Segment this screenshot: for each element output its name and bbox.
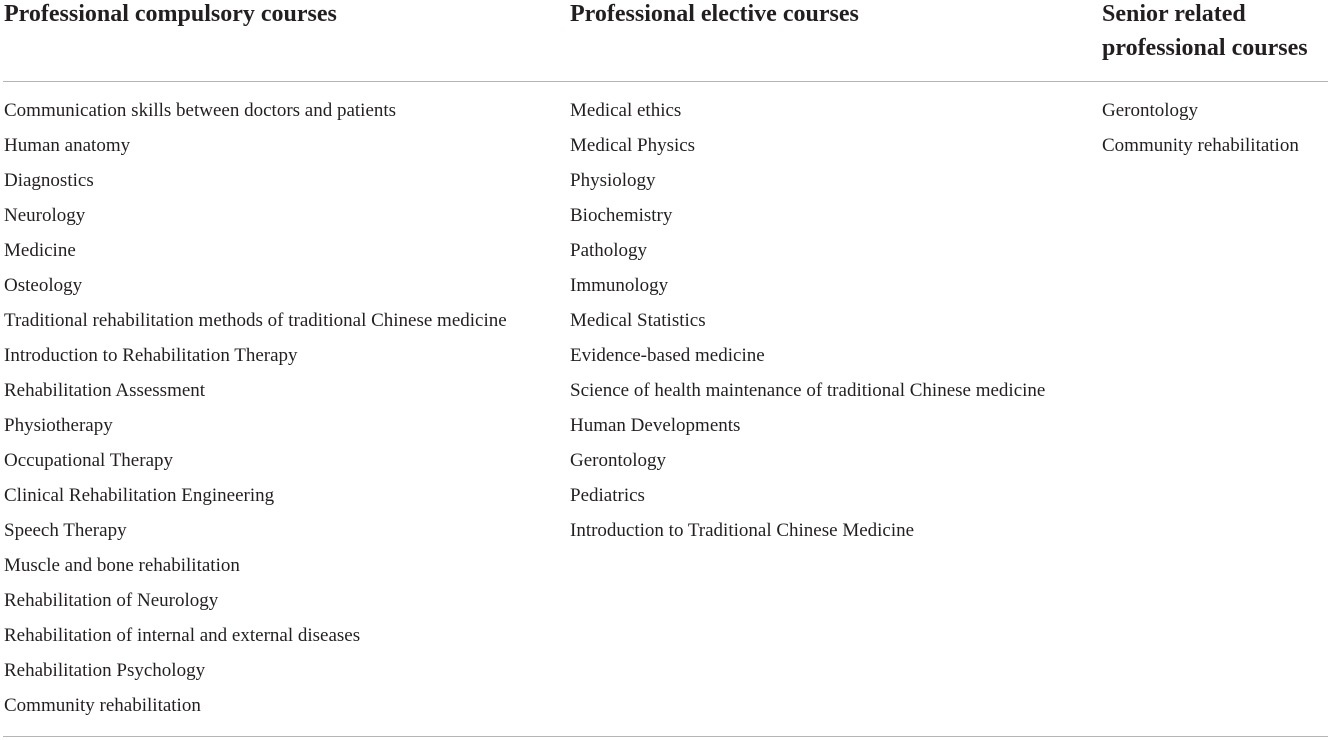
table-cell: Medical Statistics — [570, 310, 706, 331]
table-cell: Rehabilitation of internal and external diseases — [4, 625, 361, 646]
header-compulsory-courses: Professional compulsory courses — [4, 1, 337, 27]
table-cell: Rehabilitation Psychology — [4, 660, 206, 681]
header-divider — [3, 81, 1328, 82]
table-cell: Diagnostics — [4, 170, 94, 191]
table-cell: Communication skills between doctors and patients — [4, 100, 397, 121]
table-cell: Introduction to Rehabilitation Therapy — [4, 345, 298, 366]
header-elective-courses: Professional elective courses — [570, 1, 859, 27]
table-cell: Biochemistry — [570, 205, 673, 226]
table-cell: Immunology — [570, 275, 669, 296]
table-cell: Medical ethics — [570, 100, 682, 121]
column-senior-courses — [1102, 93, 1299, 163]
table-cell: Physiotherapy — [4, 415, 113, 436]
table-cell: Human anatomy — [4, 135, 131, 156]
column-elective-courses — [570, 93, 1045, 548]
table-cell: Community rehabilitation — [1102, 135, 1299, 156]
table-cell: Pediatrics — [570, 485, 645, 506]
table-cell: Human Developments — [570, 415, 741, 436]
table-cell: Rehabilitation of Neurology — [4, 590, 219, 611]
table-cell: Pathology — [570, 240, 648, 261]
table-cell: Community rehabilitation — [4, 695, 201, 716]
table-cell: Medicine — [4, 240, 76, 261]
table-cell: Muscle and bone rehabilitation — [4, 555, 240, 576]
table-cell: Medical Physics — [570, 135, 696, 156]
table-cell: Science of health maintenance of traditional Chinese medicine — [570, 380, 1046, 401]
table-cell: Clinical Rehabilitation Engineering — [4, 485, 275, 506]
table-cell: Introduction to Traditional Chinese Medicine — [570, 520, 915, 541]
column-compulsory-courses — [4, 93, 507, 723]
table-cell: Osteology — [4, 275, 83, 296]
table-header-row — [0, 0, 1331, 82]
table-cell: Gerontology — [570, 450, 667, 471]
table-cell: Rehabilitation Assessment — [4, 380, 206, 401]
table-bottom-rule — [3, 736, 1328, 737]
table-cell: Speech Therapy — [4, 520, 127, 541]
table-cell: Physiology — [570, 170, 656, 191]
table-cell: Gerontology — [1102, 100, 1199, 121]
table-cell: Neurology — [4, 205, 86, 226]
table-cell: Evidence-based medicine — [570, 345, 765, 366]
table-cell: Occupational Therapy — [4, 450, 173, 471]
table-cell: Traditional rehabilitation methods of traditional Chinese medicine — [4, 310, 507, 331]
header-senior-courses: Senior related professional courses — [1102, 1, 1308, 61]
